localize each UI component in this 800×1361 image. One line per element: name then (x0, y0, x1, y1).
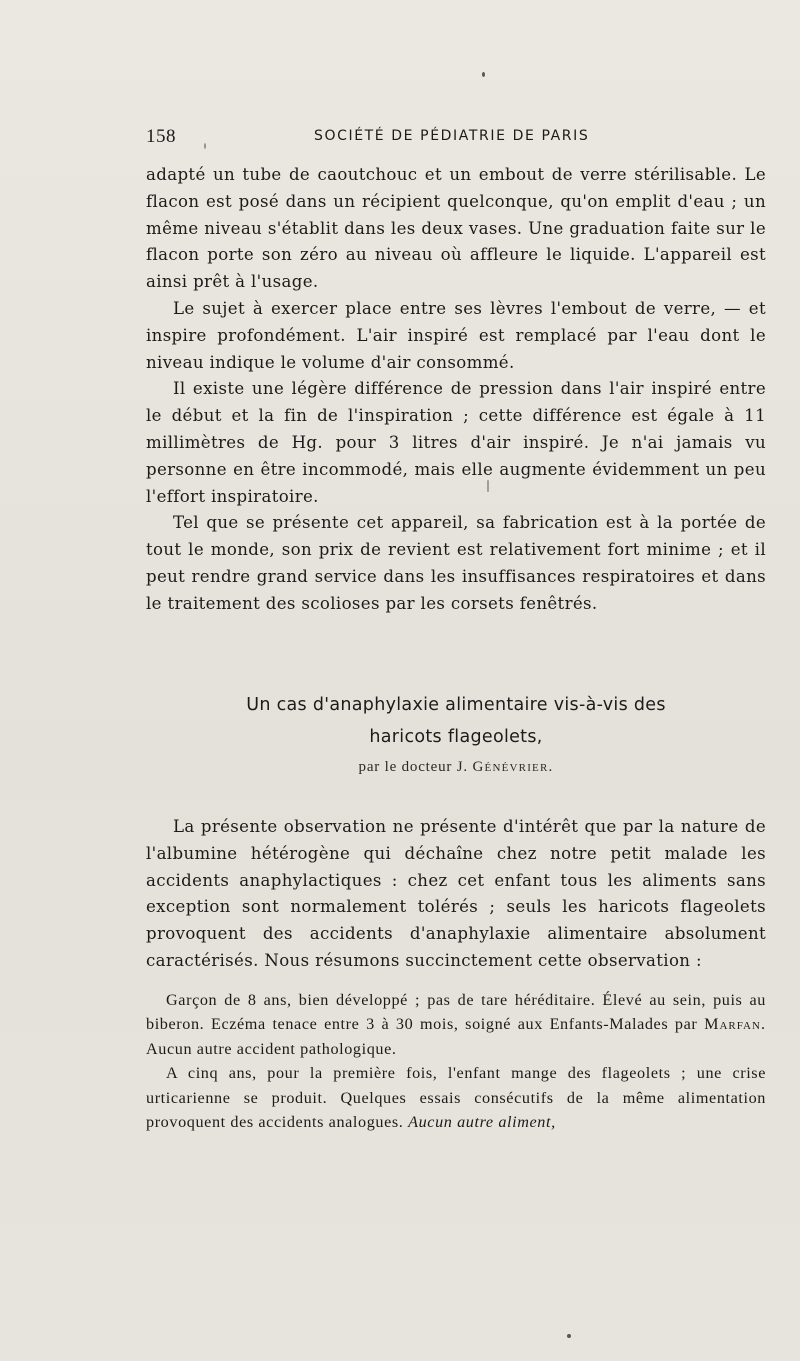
article-title-line: Un cas d'anaphylaxie alimentaire vis-à-vis des (246, 695, 666, 715)
print-speck (487, 480, 489, 492)
journal-title: SOCIÉTÉ DE PÉDIATRIE DE PARIS (314, 128, 590, 144)
case-paragraph (146, 988, 766, 1061)
page-number: 158 (146, 126, 176, 147)
case-paragraph (146, 1061, 766, 1134)
paragraph: La présente observation ne présente d'intérêt que par la nature de l'albumine hétérogène qui déchaîne chez notre petit malade les accidents anaphylactiques : chez cet enfant tous les aliments sans exception sont normalement tolérés ; seuls les haricots flageolets provoquent des accidents d'anaphylaxie alimentaire absolument caractérisés. Nous résumons succinctement cette observation : (146, 817, 766, 970)
case-text: Aucun autre accident pathologique. (146, 1039, 397, 1058)
print-speck (482, 72, 485, 77)
running-head (146, 120, 761, 150)
article-title-line: haricots flageolets, (369, 727, 543, 747)
print-speck (204, 143, 206, 149)
cited-name: Marfan. (704, 1015, 766, 1034)
paragraph: adapté un tube de caoutchouc et un embout de verre stérilisable. Le flacon est posé dans un récipient quelconque, qu'on emplit d'eau ; un même niveau s'établit dans les deux vases. Une graduation faite sur le flacon porte son zéro au niveau où affleure le liquide. L'appareil est ainsi prêt à l'usage. (146, 165, 766, 292)
article-title (146, 689, 766, 753)
paragraph: Le sujet à exercer place entre ses lèvres l'embout de verre, — et inspire profondément. L'air inspiré est remplacé par l'eau dont le niveau indique le volume d'air consommé. (146, 298, 766, 372)
byline-author: Génévrier. (472, 759, 554, 775)
byline (146, 759, 766, 776)
case-text: A cinq ans, pour la première fois, l'enfant mange des flageolets ; une crise urticarienne se produit. Quelques essais consécutifs de la même alimentation provoquent des accidents analogues. (146, 1064, 766, 1132)
paragraph: Il existe une légère différence de pression dans l'air inspiré entre le début et la fin de l'inspiration ; cette différence est égale à 11 millimètres de Hg. pour 3 litres d'air inspiré. Je n'ai jamais vu personne en être incommodé, mais elle augmente évidemment un peu l'effort inspiratoire. (146, 379, 766, 506)
paragraph: Tel que se présente cet appareil, sa fabrication est à la portée de tout le monde, son prix de revient est relativement fort minime ; et il peut rendre grand service dans les insuffisances respiratoires et dans le traitement des scolioses par les corsets fenêtrés. (146, 513, 766, 613)
byline-prefix: par le docteur J. (358, 759, 468, 775)
case-text: Garçon de 8 ans, bien développé ; pas de tare héréditaire. Élevé au sein, puis au biberon. Eczéma tenace entre 3 à 30 mois, soigné aux Enfants-Malades par (146, 991, 766, 1034)
article-intro (146, 814, 766, 975)
case-report (146, 988, 766, 1134)
previous-article-text (146, 162, 766, 618)
case-italic-text: Aucun autre aliment, (408, 1113, 556, 1132)
print-speck (567, 1334, 571, 1338)
